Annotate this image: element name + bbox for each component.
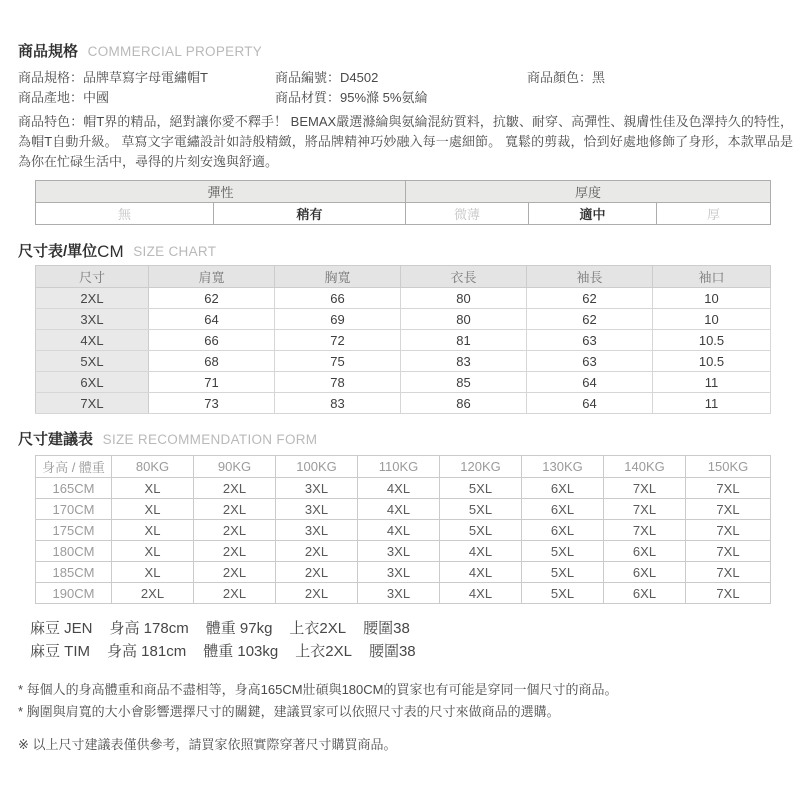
size-recommendation-cell: 7XL <box>686 499 771 520</box>
size-recommendation-row <box>36 583 771 604</box>
size-recommendation-row-header: 180CM <box>36 541 112 562</box>
size-recommendation-row <box>36 541 771 562</box>
size-recommendation-cell: 5XL <box>522 562 604 583</box>
size-chart-cell: 64 <box>149 309 275 330</box>
size-chart-row-header: 6XL <box>36 372 149 393</box>
size-recommendation-cell: 2XL <box>194 499 276 520</box>
size-recommendation-cell: 3XL <box>358 562 440 583</box>
size-recommendation-cell: 2XL <box>276 562 358 583</box>
thickness-option: 厚 <box>657 203 771 225</box>
size-chart-cell: 86 <box>401 393 527 414</box>
size-recommendation-cell: 3XL <box>276 520 358 541</box>
size-recommendation-row <box>36 478 771 499</box>
size-chart-row-header: 3XL <box>36 309 149 330</box>
size-recommendation-cell: 7XL <box>686 520 771 541</box>
size-chart-row-header: 2XL <box>36 288 149 309</box>
size-chart-cell: 11 <box>653 393 771 414</box>
size-recommendation-cell: 3XL <box>276 499 358 520</box>
model-info-block <box>30 617 788 663</box>
size-recommendation-cell: 2XL <box>276 541 358 562</box>
size-recommendation-column-header: 100KG <box>276 456 358 478</box>
size-chart-header-row <box>36 266 771 288</box>
size-recommendation-column-header: 80KG <box>112 456 194 478</box>
size-recommendation-cell: 6XL <box>522 478 604 499</box>
spec-item-sku: 商品編號：D4502 <box>275 70 379 85</box>
size-chart-cell: 66 <box>275 288 401 309</box>
size-recommendation-cell: 6XL <box>604 541 686 562</box>
size-recommendation-cell: 2XL <box>112 583 194 604</box>
size-recommendation-column-header: 120KG <box>440 456 522 478</box>
size-recommendation-cell: 6XL <box>522 499 604 520</box>
size-recommendation-cell: 7XL <box>686 562 771 583</box>
size-recommendation-column-header: 90KG <box>194 456 276 478</box>
size-chart-column-header: 肩寬 <box>149 266 275 288</box>
size-recommendation-column-header: 110KG <box>358 456 440 478</box>
unit-label: CM <box>97 242 124 261</box>
size-recommendation-table <box>35 455 771 604</box>
size-recommendation-column-header: 身高 / 體重 <box>36 456 112 478</box>
size-chart-column-header: 尺寸 <box>36 266 149 288</box>
size-recommendation-row <box>36 520 771 541</box>
size-recommendation-cell: 7XL <box>604 520 686 541</box>
size-recommendation-cell: 2XL <box>276 583 358 604</box>
size-chart-cell: 73 <box>149 393 275 414</box>
size-recommendation-cell: 2XL <box>194 562 276 583</box>
size-recommendation-cell: 7XL <box>686 583 771 604</box>
size-chart-cell: 62 <box>149 288 275 309</box>
size-chart-row <box>36 288 771 309</box>
size-chart-row-header: 7XL <box>36 393 149 414</box>
size-chart-cell: 62 <box>527 309 653 330</box>
size-chart-cell: 11 <box>653 372 771 393</box>
size-chart-cell: 83 <box>401 351 527 372</box>
elasticity-option: 稍有 <box>214 203 406 225</box>
heading-en: SIZE RECOMMENDATION FORM <box>102 432 318 447</box>
size-recommendation-row <box>36 499 771 520</box>
size-recommendation-column-header: 140KG <box>604 456 686 478</box>
size-chart-cell: 68 <box>149 351 275 372</box>
spec-row <box>18 68 788 88</box>
size-recommendation-column-header: 150KG <box>686 456 771 478</box>
size-recommendation-cell: 7XL <box>604 478 686 499</box>
elasticity-option: 無 <box>36 203 214 225</box>
size-recommendation-cell: 6XL <box>604 583 686 604</box>
size-chart-row <box>36 393 771 414</box>
size-chart-cell: 64 <box>527 372 653 393</box>
size-recommendation-header-row <box>36 456 771 478</box>
size-recommendation-row-header: 170CM <box>36 499 112 520</box>
heading-zh: 尺寸建議表 <box>18 431 94 448</box>
commercial-property-heading <box>18 42 788 61</box>
size-chart-row <box>36 351 771 372</box>
size-chart-cell: 71 <box>149 372 275 393</box>
size-recommendation-cell: 4XL <box>440 541 522 562</box>
size-chart-cell: 85 <box>401 372 527 393</box>
final-note: ※ 以上尺寸建議表僅供參考，請買家依照實際穿著尺寸購買商品。 <box>18 737 397 752</box>
size-chart-cell: 72 <box>275 330 401 351</box>
size-recommendation-cell: 7XL <box>686 541 771 562</box>
size-chart-row-header: 4XL <box>36 330 149 351</box>
size-chart-cell: 10.5 <box>653 351 771 372</box>
footnotes <box>18 679 788 756</box>
attribute-options-row <box>36 203 771 225</box>
size-chart-cell: 64 <box>527 393 653 414</box>
size-recommendation-cell: XL <box>112 499 194 520</box>
heading-en: COMMERCIAL PROPERTY <box>87 44 263 59</box>
size-recommendation-cell: 4XL <box>358 478 440 499</box>
size-chart-cell: 62 <box>527 288 653 309</box>
heading-zh: 商品規格 <box>18 43 79 60</box>
size-recommendation-cell: 3XL <box>358 583 440 604</box>
spec-item-name: 商品規格：品牌草寫字母電繡帽T <box>18 70 208 85</box>
size-recommendation-cell: 7XL <box>686 478 771 499</box>
size-recommendation-cell: 4XL <box>358 520 440 541</box>
size-chart-cell: 83 <box>275 393 401 414</box>
size-chart-row-header: 5XL <box>36 351 149 372</box>
size-chart-cell: 63 <box>527 330 653 351</box>
elasticity-header: 彈性 <box>36 181 406 203</box>
size-recommendation-cell: 5XL <box>440 478 522 499</box>
size-recommendation-cell: 2XL <box>194 478 276 499</box>
size-recommendation-row-header: 175CM <box>36 520 112 541</box>
size-recommendation-cell: 2XL <box>194 541 276 562</box>
size-chart-column-header: 袖長 <box>527 266 653 288</box>
size-chart-column-header: 衣長 <box>401 266 527 288</box>
size-recommendation-cell: 4XL <box>440 583 522 604</box>
size-recommendation-cell: XL <box>112 562 194 583</box>
size-chart-row <box>36 309 771 330</box>
heading-en: SIZE CHART <box>133 244 217 259</box>
size-recommendation-cell: 7XL <box>604 499 686 520</box>
size-recommendation-cell: 6XL <box>604 562 686 583</box>
size-recommendation-cell: 2XL <box>194 520 276 541</box>
spec-row <box>18 88 788 108</box>
size-recommendation-row-header: 190CM <box>36 583 112 604</box>
size-chart-cell: 10.5 <box>653 330 771 351</box>
spec-item-origin: 商品產地：中國 <box>18 90 110 105</box>
footnote: * 每個人的身高體重和商品不盡相等，身高165CM壯碩與180CM的買家也有可能是穿同一個尺寸的商品。 <box>18 682 618 697</box>
product-feature-paragraph: 商品特色：帽T界的精品，絕對讓你愛不釋手！ BEMAX嚴選滌綸與氨綸混紡質料，抗皺、耐穿、高彈性、親膚性佳及色澤持久的特性，為帽T自動升級。 草寫文字電繡設計如詩般精緻，將品牌精神巧妙融入每一處細節。 寬鬆的剪裁，恰到好處地修飾了身形，本款單品是為你在忙碌生活中，尋得的片刻安逸與舒適。 <box>18 114 793 169</box>
size-recommendation-cell: 2XL <box>194 583 276 604</box>
size-chart-cell: 10 <box>653 288 771 309</box>
size-recommendation-cell: XL <box>112 520 194 541</box>
size-recommendation-row <box>36 562 771 583</box>
size-recommendation-row-header: 165CM <box>36 478 112 499</box>
size-chart-row <box>36 372 771 393</box>
size-chart-cell: 75 <box>275 351 401 372</box>
size-chart-cell: 78 <box>275 372 401 393</box>
size-recommendation-heading <box>18 430 788 449</box>
size-recommendation-cell: 5XL <box>522 541 604 562</box>
model-info-jen: 麻豆 JEN 身高 178cm 體重 97kg 上衣2XL 腰圍38 <box>30 620 410 637</box>
size-recommendation-row-header: 185CM <box>36 562 112 583</box>
size-chart-table <box>35 265 771 414</box>
size-chart-column-header: 胸寬 <box>275 266 401 288</box>
size-recommendation-cell: 6XL <box>522 520 604 541</box>
size-chart-column-header: 袖口 <box>653 266 771 288</box>
size-chart-heading <box>18 241 788 260</box>
spec-item-color: 商品顏色：黑 <box>527 70 606 85</box>
size-chart-cell: 81 <box>401 330 527 351</box>
size-recommendation-cell: 3XL <box>358 541 440 562</box>
size-recommendation-cell: XL <box>112 478 194 499</box>
spec-block <box>18 68 788 108</box>
size-chart-cell: 66 <box>149 330 275 351</box>
spec-item-material: 商品材質：95%滌 5%氨綸 <box>275 90 428 105</box>
size-recommendation-cell: 5XL <box>522 583 604 604</box>
size-chart-cell: 80 <box>401 288 527 309</box>
footnote: * 胸圍與肩寬的大小會影響選擇尺寸的關鍵，建議買家可以依照尺寸表的尺寸來做商品的選購。 <box>18 704 560 719</box>
heading-zh: 尺寸表/單位 <box>18 243 98 260</box>
thickness-option: 微薄 <box>406 203 529 225</box>
size-recommendation-cell: 4XL <box>358 499 440 520</box>
size-chart-cell: 80 <box>401 309 527 330</box>
size-recommendation-cell: 5XL <box>440 520 522 541</box>
attribute-header-row <box>36 181 771 203</box>
size-recommendation-cell: 5XL <box>440 499 522 520</box>
thickness-header: 厚度 <box>406 181 771 203</box>
size-chart-cell: 63 <box>527 351 653 372</box>
thickness-option: 適中 <box>529 203 657 225</box>
size-recommendation-cell: 4XL <box>440 562 522 583</box>
size-recommendation-cell: 3XL <box>276 478 358 499</box>
attribute-table <box>35 180 771 225</box>
size-chart-cell: 10 <box>653 309 771 330</box>
size-recommendation-cell: XL <box>112 541 194 562</box>
size-recommendation-column-header: 130KG <box>522 456 604 478</box>
size-chart-cell: 69 <box>275 309 401 330</box>
size-chart-row <box>36 330 771 351</box>
model-info-tim: 麻豆 TIM 身高 181cm 體重 103kg 上衣2XL 腰圍38 <box>30 643 416 660</box>
